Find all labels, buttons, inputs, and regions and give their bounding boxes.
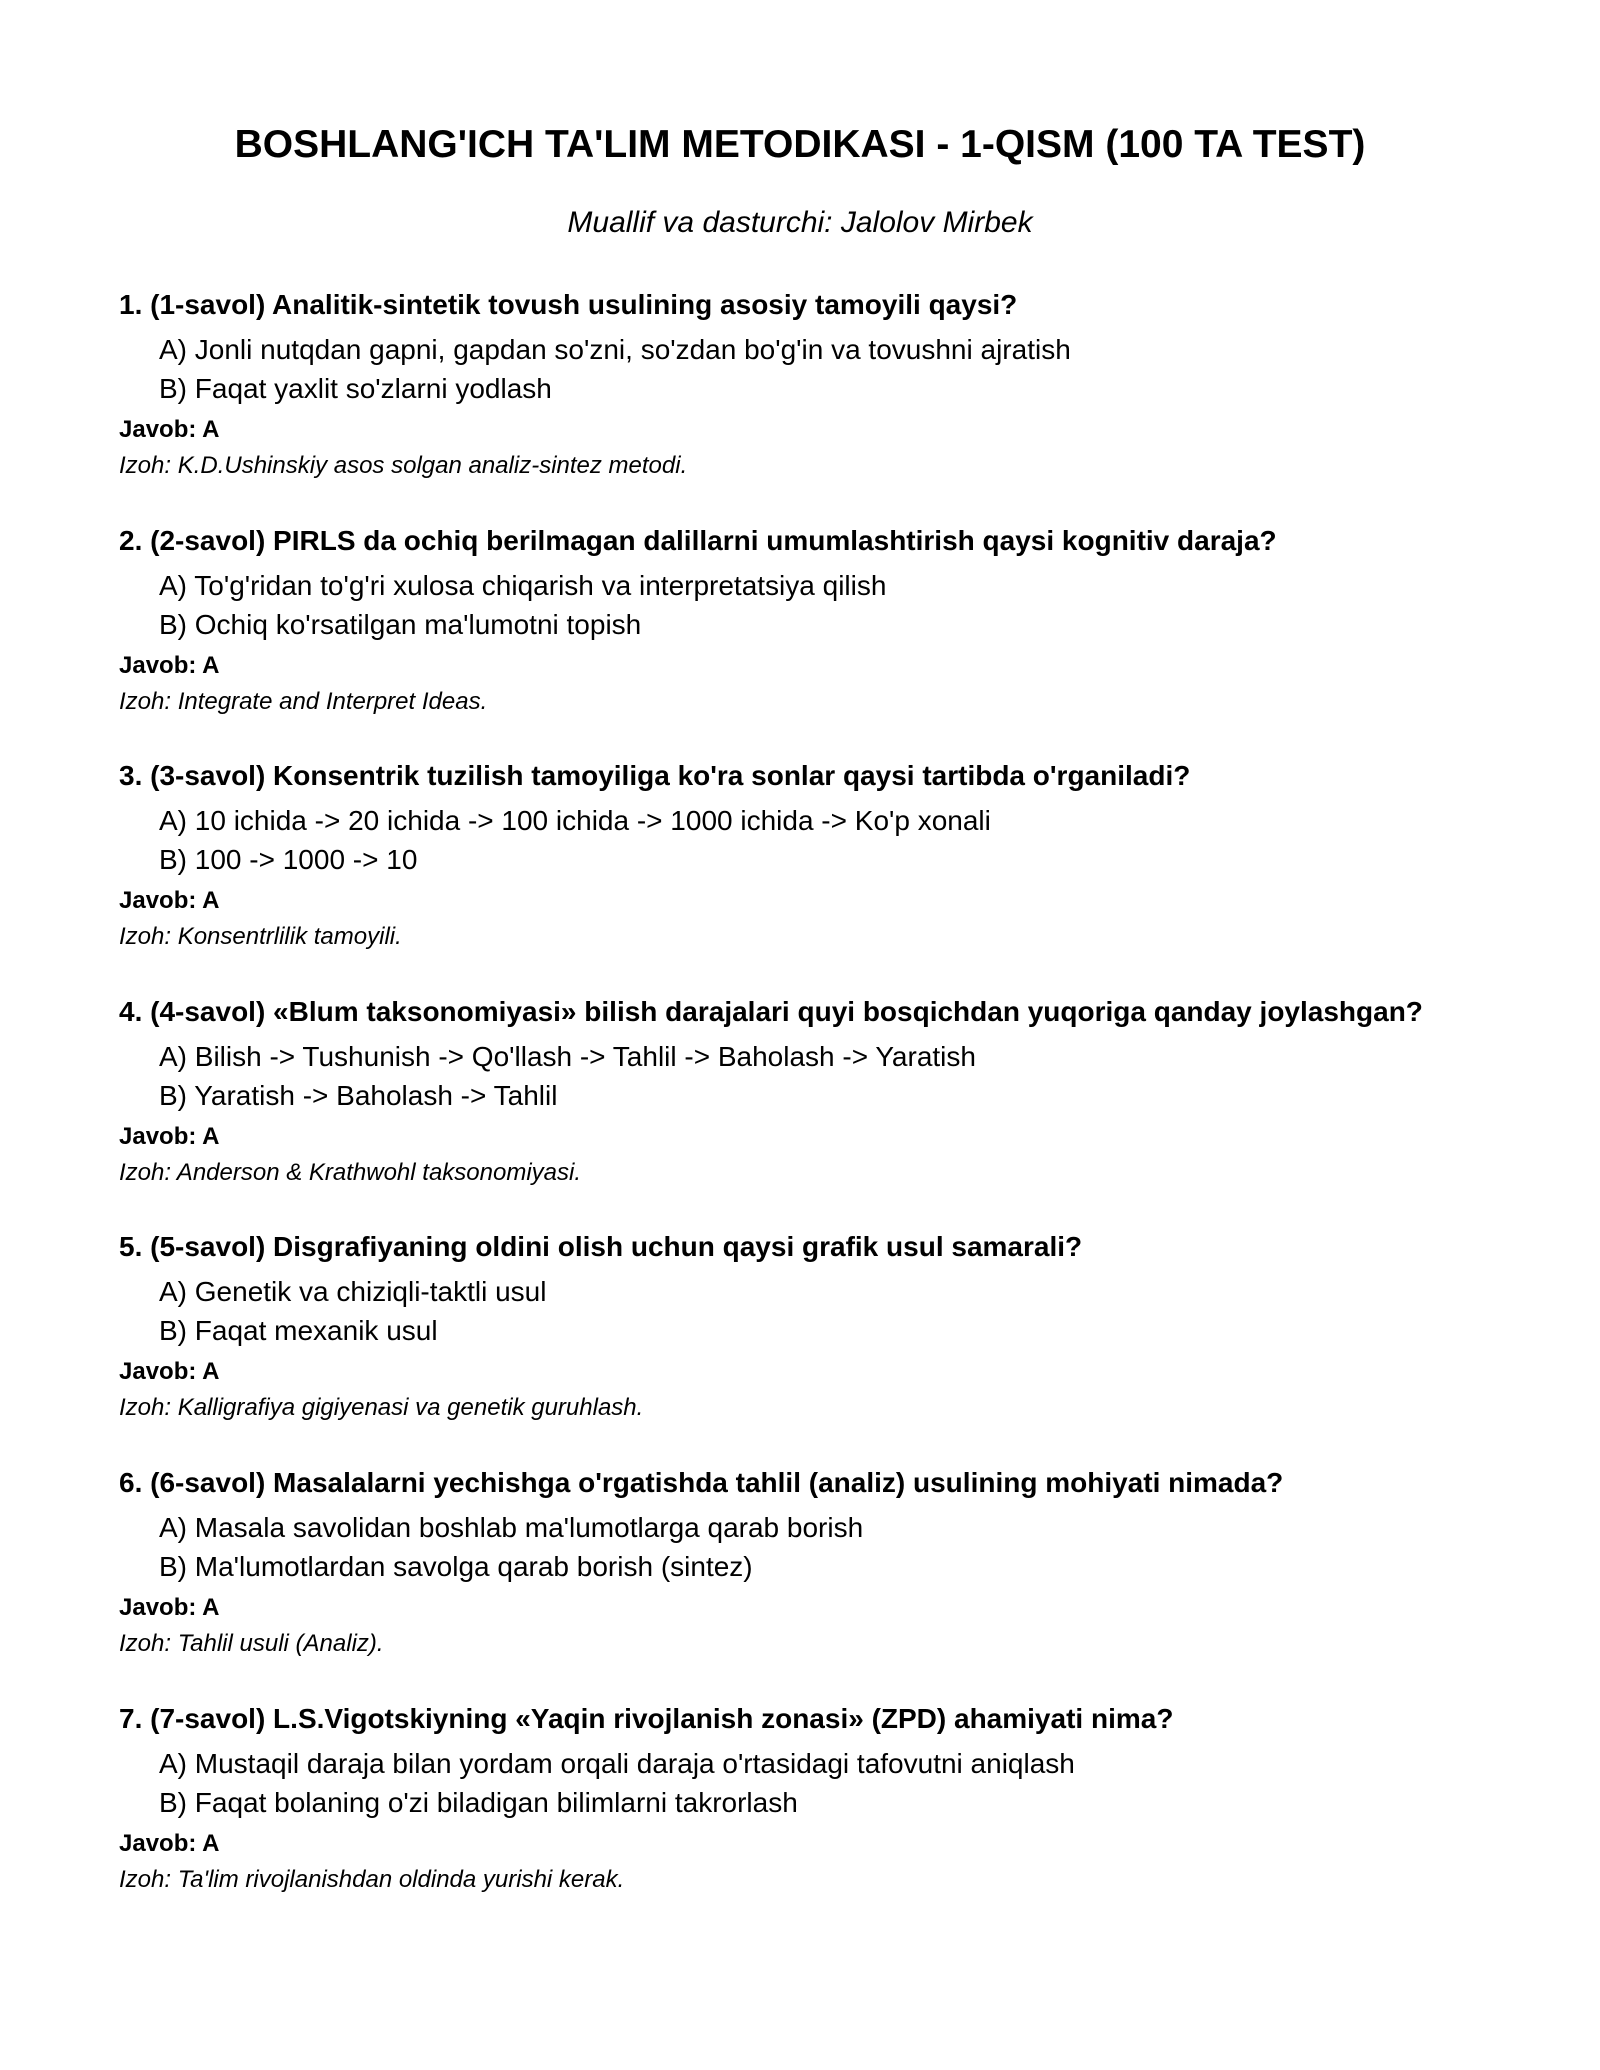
question-item (119, 1465, 1559, 1701)
question-item (119, 287, 1559, 523)
question-item (119, 758, 1559, 994)
question-text: 4. (4-savol) «Blum taksonomiyasi» bilish darajalari quyi bosqichdan yuqoriga qanday joylashgan? (119, 995, 1423, 1027)
option-a: A) Jonli nutqdan gapni, gapdan so'zni, so'zdan bo'g'in va tovushni ajratish (159, 334, 1071, 365)
explanation-note: Izoh: K.D.Ushinskiy asos solgan analiz-sintez metodi. (119, 452, 688, 479)
question-item (119, 1701, 1559, 1937)
explanation-note: Izoh: Tahlil usuli (Analiz). (119, 1629, 384, 1657)
explanation-note: Izoh: Kalligrafiya gigiyenasi va genetik guruhlash. (119, 1394, 644, 1422)
question-item (119, 1229, 1559, 1465)
option-b: B) Ochiq ko'rsatilgan ma'lumotni topish (159, 608, 642, 640)
answer-label: Javob: A (119, 1122, 220, 1150)
answer-label: Javob: A (119, 1358, 220, 1386)
question-text: 2. (2-savol) PIRLS da ochiq berilmagan dalillarni umumlashtirish qaysi kognitiv daraja? (119, 524, 1277, 556)
answer-label: Javob: A (119, 1829, 220, 1857)
option-a: A) To'g'ridan to'g'ri xulosa chiqarish va interpretatsiya qilish (159, 569, 887, 601)
question-item (119, 994, 1559, 1230)
option-a: A) Genetik va chiziqli-taktli usul (159, 1276, 547, 1308)
explanation-note: Izoh: Integrate and Interpret Ideas. (119, 687, 488, 715)
question-text: 1. (1-savol) Analitik-sintetik tovush usulining asosiy tamoyili qaysi? (119, 289, 1018, 320)
document-title: BOSHLANG'ICH TA'LIM METODIKASI - 1-QISM (100 TA TEST) (234, 123, 1366, 166)
option-b: B) Faqat mexanik usul (159, 1315, 438, 1347)
document-subtitle: Muallif va dasturchi: Jalolov Mirbek (567, 206, 1033, 239)
option-b: B) 100 -> 1000 -> 10 (159, 844, 418, 876)
option-b: B) Yaratish -> Baholash -> Tahlil (159, 1079, 558, 1111)
explanation-note: Izoh: Ta'lim rivojlanishdan oldinda yurishi kerak. (119, 1865, 625, 1893)
question-text: 3. (3-savol) Konsentrik tuzilish tamoyiliga ko'ra sonlar qaysi tartibda o'rganiladi? (119, 760, 1191, 792)
option-a: A) Mustaqil daraja bilan yordam orqali daraja o'rtasidagi tafovutni aniqlash (159, 1747, 1075, 1779)
question-text: 7. (7-savol) L.S.Vigotskiyning «Yaqin rivojlanish zonasi» (ZPD) ahamiyati nima? (119, 1702, 1174, 1734)
option-b: B) Ma'lumotlardan savolga qarab borish (sintez) (159, 1550, 753, 1582)
option-a: A) 10 ichida -> 20 ichida -> 100 ichida -> 1000 ichida -> Ko'p xonali (159, 805, 991, 837)
question-item (119, 523, 1559, 759)
option-b: B) Faqat bolaning o'zi biladigan bilimlarni takrorlash (159, 1786, 798, 1818)
answer-label: Javob: A (119, 887, 220, 915)
answer-label: Javob: A (119, 416, 220, 443)
question-text: 6. (6-savol) Masalalarni yechishga o'rgatishda tahlil (analiz) usulining mohiyati nimada? (119, 1466, 1284, 1498)
answer-label: Javob: A (119, 651, 220, 679)
option-a: A) Masala savolidan boshlab ma'lumotlarga qarab borish (159, 1511, 864, 1543)
answer-label: Javob: A (119, 1593, 220, 1621)
explanation-note: Izoh: Konsentrlilik tamoyili. (119, 923, 402, 951)
explanation-note: Izoh: Anderson & Krathwohl taksonomiyasi. (119, 1158, 582, 1186)
question-text: 5. (5-savol) Disgrafiyaning oldini olish uchun qaysi grafik usul samarali? (119, 1231, 1083, 1263)
option-a: A) Bilish -> Tushunish -> Qo'llash -> Tahlil -> Baholash -> Yaratish (159, 1040, 976, 1072)
question-list (119, 287, 1559, 1936)
option-b: B) Faqat yaxlit so'zlarni yodlash (159, 373, 552, 404)
